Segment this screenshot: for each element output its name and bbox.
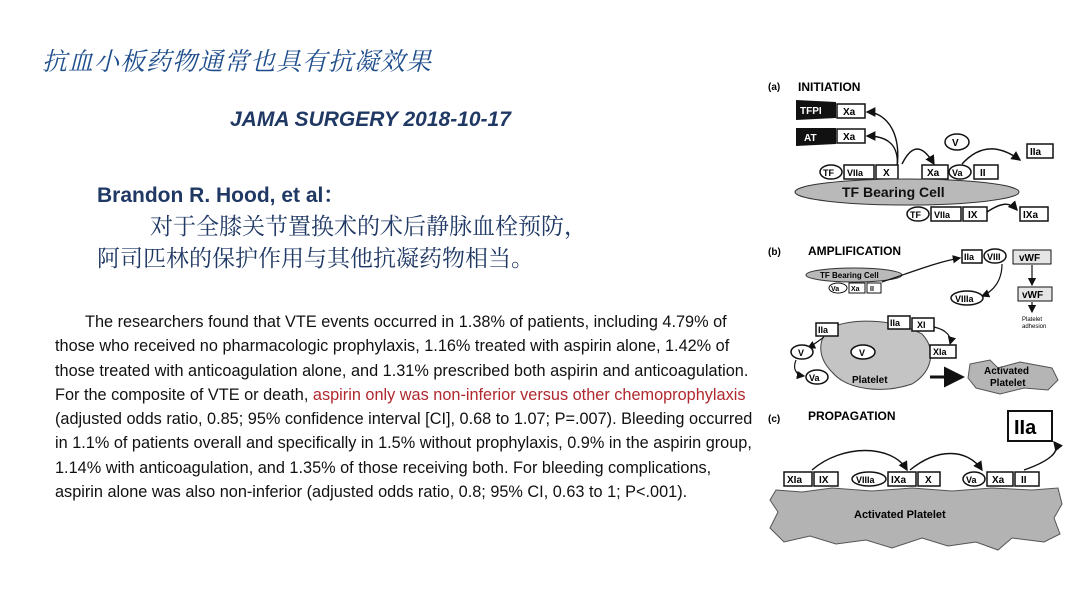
- tfpi-label: TFPI: [800, 106, 822, 117]
- panel-propagation: [768, 409, 1062, 550]
- xi-label: XI: [917, 320, 926, 330]
- va-label-a: Va: [952, 168, 963, 178]
- x-label-c: X: [925, 475, 932, 486]
- vwf-label-top: vWF: [1019, 253, 1041, 264]
- ix-label-c: IX: [819, 475, 829, 486]
- arrow-x-to-tfpi: [867, 112, 898, 168]
- ix-label-a: IX: [968, 210, 978, 221]
- viia-label-top: VIIa: [847, 168, 864, 178]
- iia-label-c: IIa: [1014, 417, 1037, 439]
- activated-label-b-2: Platelet: [990, 378, 1026, 389]
- platelet-adhesion-label-1: Platelet: [1022, 317, 1043, 323]
- va-label-c: Va: [966, 475, 977, 485]
- panel-initiation: [768, 80, 1053, 221]
- at-label: AT: [804, 133, 817, 144]
- activated-label-b-1: Activated: [984, 366, 1030, 377]
- arrow-ix-to-ixa: [987, 204, 1017, 212]
- platelet-label: Platelet: [852, 375, 888, 386]
- ixa-label-a: IXa: [1023, 210, 1039, 221]
- arrow-xi-to-xia: [934, 327, 950, 344]
- arrow-ii-to-iia-b: [882, 258, 960, 282]
- viia-label-bottom: VIIa: [934, 210, 951, 220]
- x-label-a: X: [883, 168, 890, 179]
- ii-box-a: [974, 165, 998, 179]
- arrow-xa-c: [910, 454, 982, 471]
- xa-label-c: Xa: [992, 475, 1005, 486]
- viiia-label-b: VIIIa: [955, 294, 974, 304]
- panel-c-letter: (c): [768, 414, 781, 425]
- summary-line-2: 阿司匹林的保护作用与其他抗凝药物相当。: [97, 246, 534, 272]
- study-paragraph: [55, 310, 755, 504]
- arrow-ixa-c: [812, 451, 907, 471]
- xa-label-1: Xa: [843, 107, 856, 118]
- journal-citation: JAMA SURGERY 2018-10-17: [230, 108, 511, 131]
- v-label-b-left: V: [798, 348, 805, 358]
- arrow-v-to-va: [795, 360, 804, 376]
- iia-label-b-mid: IIa: [890, 318, 901, 328]
- xia-label-c: XIa: [787, 475, 803, 486]
- panel-a-heading: INITIATION: [798, 80, 861, 94]
- ii-box-c: [1015, 472, 1039, 486]
- viiia-label-c: VIIIa: [856, 475, 875, 485]
- author-line: Brandon R. Hood, et al：: [97, 184, 345, 207]
- va-label-b-small: Va: [831, 286, 840, 293]
- panel-b-letter: (b): [768, 247, 781, 258]
- paragraph-highlight: aspirin only was non-inferior versus other chemoprophylaxis: [312, 385, 746, 404]
- tf-label-bottom: TF: [910, 210, 921, 220]
- iia-label-b-top: IIa: [964, 252, 975, 262]
- platelet-adhesion-label-2: adhesion: [1022, 324, 1047, 330]
- paragraph-text-after: (adjusted odds ratio, 0.85; 95% confidence interval [CI], 0.68 to 1.07; P=.007). Bleeding occurred in 1.1% of patients overall and specifically in 1.5% without prophylaxis, 0.9% in the aspirin group, 1.14% with anticoagulation, and 1.35% of those receiving both. For bleeding complications, aspirin alone was also non-inferior (adjusted odds ratio, 0.8; 95% CI, 0.63 to 1; P<.001).: [55, 410, 753, 502]
- v-label-a: V: [952, 138, 959, 149]
- xa-label-b-small: Xa: [851, 286, 860, 293]
- panel-amplification: [768, 244, 1058, 394]
- summary-line-1: 对于全膝关节置换术的术后静脉血栓预防，: [150, 214, 587, 240]
- tf-bearing-cell-label-a: TF Bearing Cell: [842, 184, 945, 200]
- ixa-label-c: IXa: [891, 475, 907, 486]
- arrow-ii-to-iia-c: [1024, 442, 1056, 470]
- ii-label-c: II: [1021, 475, 1027, 486]
- va-label-b: Va: [809, 373, 820, 383]
- tf-label-top: TF: [823, 168, 834, 178]
- ii-label-b-small: II: [870, 286, 874, 293]
- panel-a-letter: (a): [768, 82, 781, 93]
- vwf-label-bottom: vWF: [1022, 290, 1044, 301]
- slide-title: 抗血小板药物通常也具有抗凝效果: [42, 47, 433, 76]
- viii-label: VIII: [987, 252, 1001, 262]
- activated-label-c: Activated Platelet: [854, 509, 946, 521]
- iia-label-b-left: IIa: [818, 325, 829, 335]
- tf-bearing-cell-label-b: TF Bearing Cell: [820, 271, 879, 280]
- panel-c-heading: PROPAGATION: [808, 409, 896, 423]
- v-label-b-mid: V: [859, 348, 866, 358]
- xa-label-2: Xa: [843, 132, 856, 143]
- paragraph-text-before: The researchers found that VTE events occurred in 1.38% of patients, including 4.79% of those who received no pharmacologic prophylaxis, 1.16% treated with aspirin alone, 1.42% of those treated with anticoagulation alone, and 1.31% prescribed both aspirin and anticoagulation. For the composite of VTE or death,: [55, 313, 749, 404]
- arrow-x-to-xa: [902, 149, 934, 164]
- panel-b-heading: AMPLIFICATION: [808, 244, 902, 258]
- coagulation-diagram: [762, 72, 1072, 562]
- xia-label-b: XIa: [933, 347, 947, 357]
- ii-label-a: II: [980, 168, 986, 179]
- arrow-x-to-at: [867, 136, 897, 168]
- arrow-viii-to-viiia: [982, 264, 1002, 296]
- xa-label-a: Xa: [927, 168, 940, 179]
- iia-label-a: IIa: [1030, 147, 1042, 158]
- arrow-va-to-iia: [962, 149, 1020, 164]
